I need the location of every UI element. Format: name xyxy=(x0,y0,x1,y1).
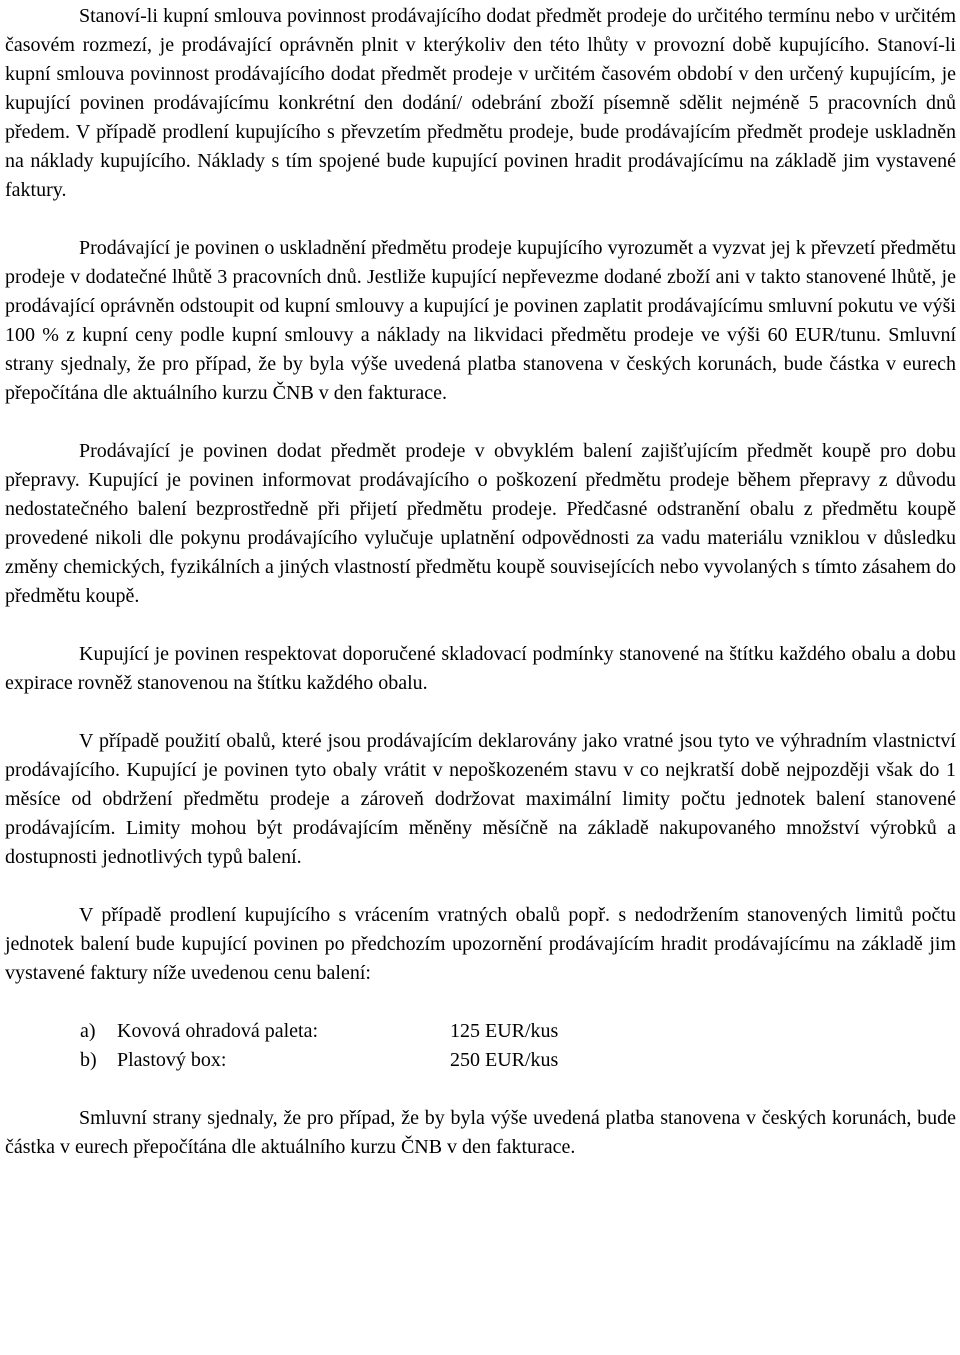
paragraph-packaging: Prodávající je povinen dodat předmět prodeje v obvyklém balení zajišťujícím předmět koupě pro dobu přepravy. Kupující je povinen informovat prodávajícího o poškození předmětu prodeje během přepravy z důvodu nedostatečného balení bezprostředně při přijetí předmětu prodeje. Předčasné odstranění obalu z předmětu koupě provedené nikoli dle pokynu prodávajícího vylučuje uplatnění odpovědnosti za vadu materiálu vzniklou v důsledku změny chemických, fyzikálních a jiných vlastností předmětu koupě souvisejících nebo vyvolaných s tímto zásahem do předmětu koupě. xyxy=(5,440,956,607)
price-item-value: 125 EUR/kus xyxy=(450,1020,559,1042)
price-list-item xyxy=(5,1046,956,1075)
price-item-name: Kovová ohradová paleta: xyxy=(117,1020,319,1042)
price-list-item xyxy=(5,1017,956,1046)
paragraph-delivery-terms: Stanoví-li kupní smlouva povinnost prodávajícího dodat předmět prodeje do určitého termínu nebo v určitém časovém rozmezí, je prodávající oprávněn plnit v kterýkoliv den této lhůty v provozní době kupujícího. Stanoví-li kupní smlouva povinnost prodávajícího dodat předmět prodeje v určitém časovém období v den určený kupujícím, je kupující povinen prodávajícímu konkrétní den dodání/ odebrání zboží písemně sdělit nejméně 5 pracovních dnů předem. V případě prodlení kupujícího s převzetím předmětu prodeje, bude prodávajícím předmět prodeje uskladněn na náklady kupujícího. Náklady s tím spojené bude kupující povinen hradit prodávajícímu na základě jim vystavené faktury. xyxy=(5,5,956,201)
price-item-marker: b) xyxy=(80,1049,97,1071)
paragraph-storage-conditions: Kupující je povinen respektovat doporučené skladovací podmínky stanovené na štítku každého obalu a dobu expirace rovněž stanovenou na štítku každého obalu. xyxy=(5,643,956,694)
paragraph-storage-notice: Prodávající je povinen o uskladnění předmětu prodeje kupujícího vyrozumět a vyzvat jej k převzetí předmětu prodeje v dodatečné lhůtě 3 pracovních dnů. Jestliže kupující nepřevezme dodané zboží ani v takto stanovené lhůtě, je prodávající oprávněn odstoupit od kupní smlouvy a kupující je povinen zaplatit prodávajícímu smluvní pokutu ve výši 100 % z kupní ceny podle kupní smlouvy a náklady na likvidaci předmětu prodeje ve výši 60 EUR/tunu. Smluvní strany sjednaly, že pro případ, že by byla výše uvedená platba stanovena v českých korunách, bude částka v eurech přepočítána dle aktuálního kurzu ČNB v den fakturace. xyxy=(5,237,956,404)
document-page xyxy=(5,2,956,1191)
paragraph-returnable-packaging: V případě použití obalů, které jsou prodávajícím deklarovány jako vratné jsou tyto ve výhradním vlastnictví prodávajícího. Kupující je povinen tyto obaly vrátit v nepoškozeném stavu v co nejkratší době nejpozději však do 1 měsíce od obdržení předmětu prodeje a zároveň dodržovat maximální limity počtu jednotek balení stanovené prodávajícím. Limity mohou být prodávajícím měněny měsíčně na základě nakupovaného množství výrobků a dostupnosti jednotlivých typů balení. xyxy=(5,730,956,868)
price-item-marker: a) xyxy=(80,1020,96,1042)
packaging-price-list xyxy=(5,1017,956,1075)
paragraph-currency-conversion: Smluvní strany sjednaly, že pro případ, že by byla výše uvedená platba stanovena v českých korunách, bude částka v eurech přepočítána dle aktuálního kurzu ČNB v den fakturace. xyxy=(5,1107,956,1158)
price-item-name: Plastový box: xyxy=(117,1049,227,1071)
price-item-value: 250 EUR/kus xyxy=(450,1049,559,1071)
paragraph-packaging-delay: V případě prodlení kupujícího s vrácením vratných obalů popř. s nedodržením stanovených limitů počtu jednotek balení bude kupující povinen po předchozím upozornění prodávajícím hradit prodávajícímu na základě jim vystavené faktury níže uvedenou cenu balení: xyxy=(5,904,956,984)
